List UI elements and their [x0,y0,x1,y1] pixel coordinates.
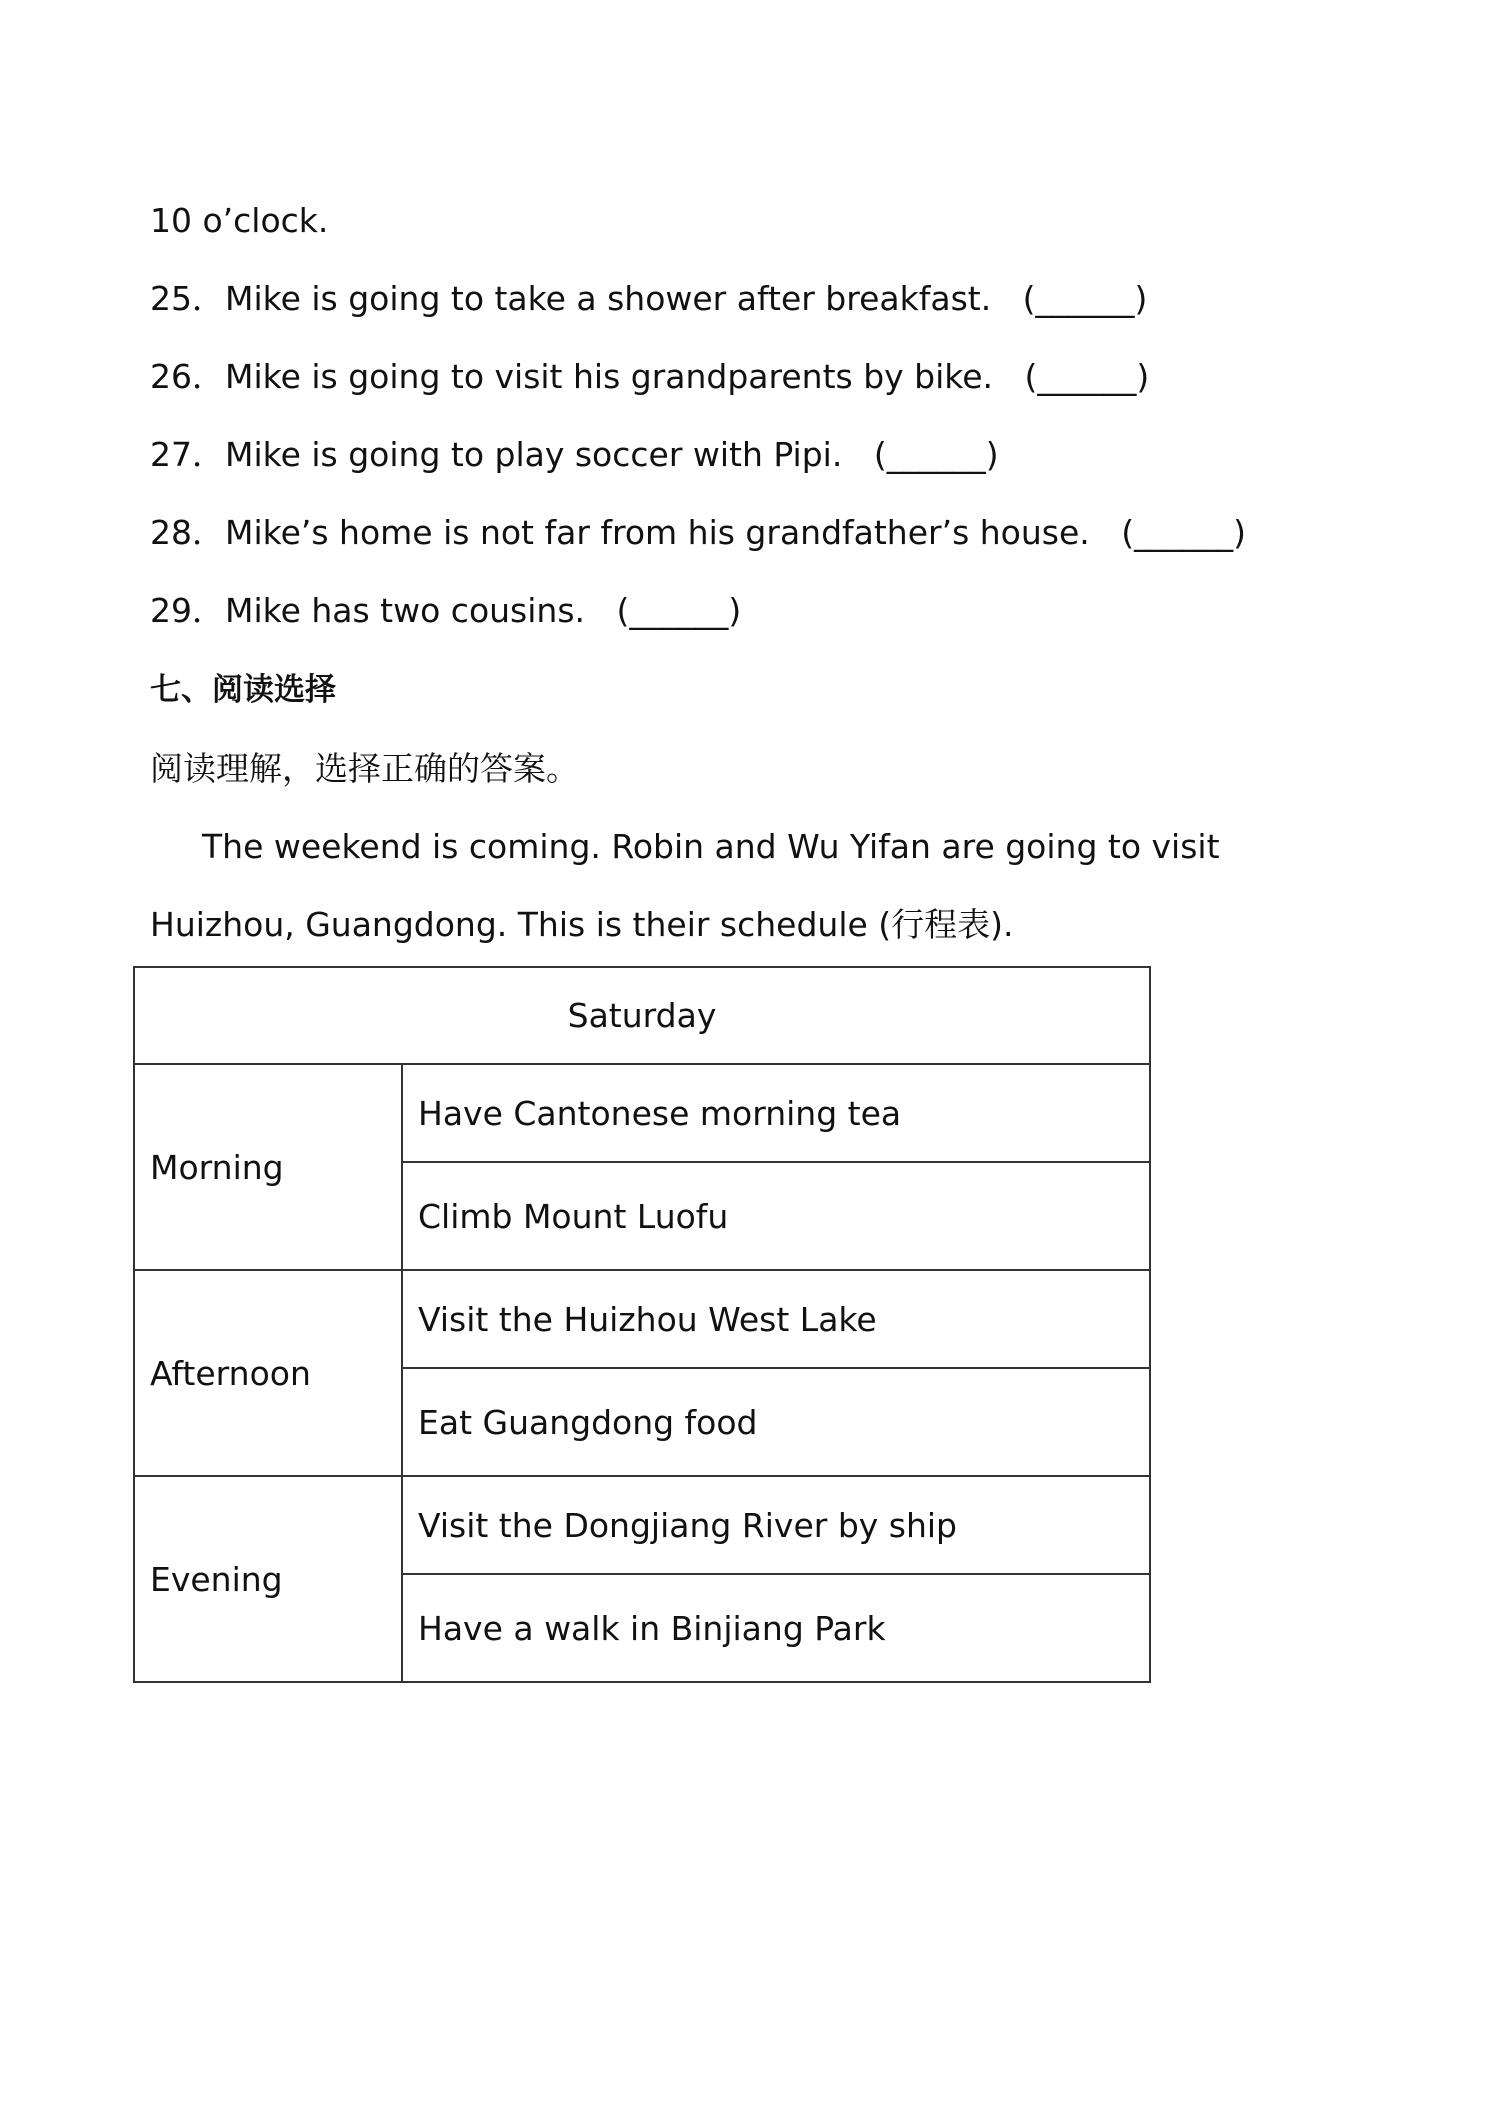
table-row [134,967,1150,1064]
question-number: 29． [150,591,225,630]
table-row [134,1476,1150,1574]
activity-cell: Visit the Huizhou West Lake [402,1270,1150,1368]
answer-blank[interactable]: (______) [873,435,999,474]
schedule-table [133,966,1151,1683]
activity-cell: Have Cantonese morning tea [402,1064,1150,1162]
answer-blank[interactable]: (______) [1022,279,1148,318]
section-instruction: 阅读理解，选择正确的答案。 [150,749,579,788]
activity-cell: Visit the Dongjiang River by ship [402,1476,1150,1574]
question-text: Mike is going to visit his grandparents by bike. [225,357,994,396]
table-row [134,1064,1150,1162]
question-text: Mike has two cousins. [225,591,586,630]
question-26 [150,357,1149,397]
table-row [134,1270,1150,1368]
question-number: 26． [150,357,225,396]
day-header: Saturday [134,967,1150,1064]
period-morning: Morning [134,1064,402,1270]
period-evening: Evening [134,1476,402,1682]
answer-blank[interactable]: (______) [1121,513,1247,552]
question-number: 28． [150,513,225,552]
answer-blank[interactable]: (______) [616,591,742,630]
question-text: Mike’s home is not far from his grandfather’s house. [225,513,1090,552]
question-28 [150,513,1246,553]
question-number: 25． [150,279,225,318]
question-29 [150,591,741,631]
activity-cell: Climb Mount Luofu [402,1162,1150,1270]
question-25 [150,279,1147,319]
answer-blank[interactable]: (______) [1024,357,1150,396]
passage-line-2: Huizhou, Guangdong. This is their schedule (行程表). [150,905,1014,944]
continuation-text: 10 o’clock. [150,201,329,240]
activity-cell: Have a walk in Binjiang Park [402,1574,1150,1682]
period-afternoon: Afternoon [134,1270,402,1476]
question-27 [150,435,999,475]
question-text: Mike is going to play soccer with Pipi. [225,435,843,474]
activity-cell: Eat Guangdong food [402,1368,1150,1476]
question-number: 27． [150,435,225,474]
section-heading: 七、阅读选择 [150,672,336,708]
passage-line-1: The weekend is coming. Robin and Wu Yifan are going to visit [202,827,1220,866]
question-text: Mike is going to take a shower after breakfast. [225,279,992,318]
